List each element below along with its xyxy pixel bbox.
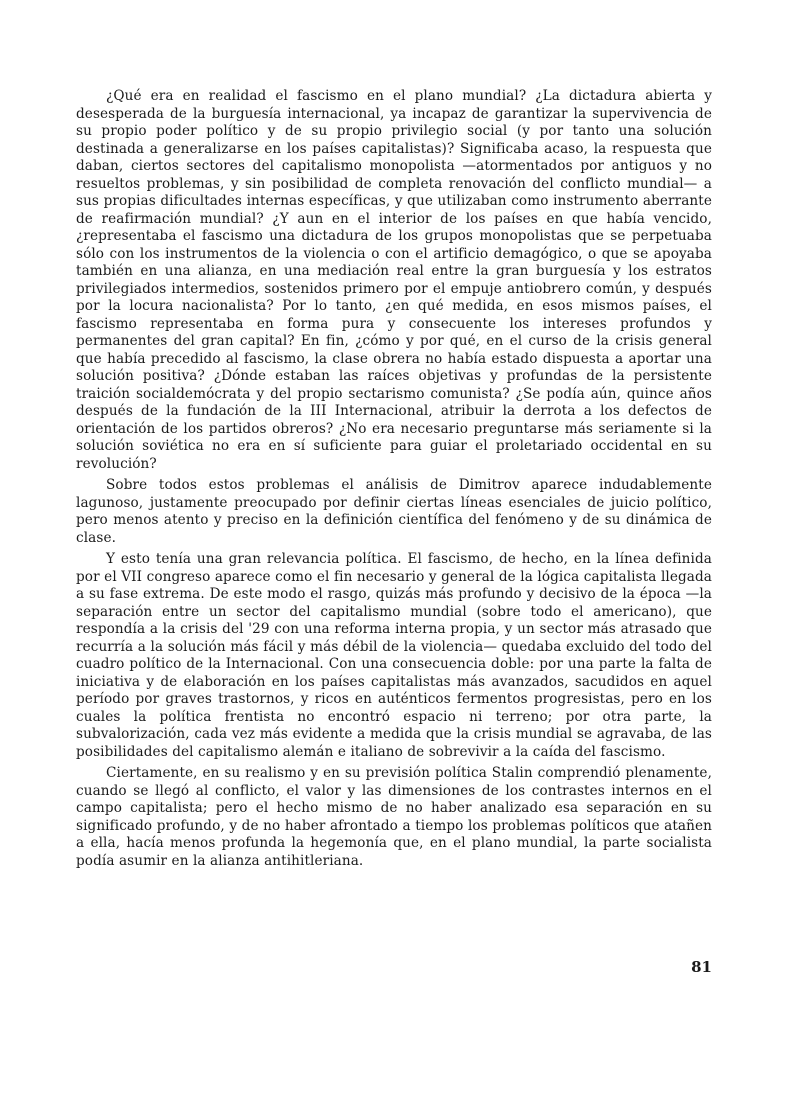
- paragraph-4: Ciertamente, en su realismo y en su previsión política Stalin comprendió plenamente, cuando se llegó al conflicto, el valor y las dimensiones de los contrastes internos en el campo capitalista; pero el hecho mismo de no haber analizado esa separación en su significado profundo, y de no haber afrontado a tiempo los problemas políticos que atañen a ella, hacía menos profunda la hegemonía que, en el plano mundial, la parte socialista podía asumir en la alianza antihitleriana.: [76, 765, 712, 869]
- paragraph-3: Y esto tenía una gran relevancia política. El fascismo, de hecho, en la línea definida por el VII congreso aparece como el fin necesario y general de la lógica capitalista llegada a su fase extrema. De este modo el rasgo, quizás más profundo y decisivo de la época —la separación entre un sector del capitalismo mundial (sobre todo el americano), que respondía a la crisis del '29 con una reforma interna propia, y un sector más atrasado que recurría a la solución más fácil y más débil de la violencia— quedaba excluido del todo del cuadro político de la Internacional. Con una consecuencia doble: por una parte la falta de iniciativa y de elaboración en los países capitalistas más avanzados, sacudidos en aquel período por graves trastornos, y ricos en auténticos fermentos progresistas, pero en los cuales la política frentista no encontró espacio ni terreno; por otra parte, la subvalorización, cada vez más evidente a medida que la crisis mundial se agravaba, de las posibilidades del capitalismo alemán e italiano de sobrevivir a la caída del fascismo.: [76, 551, 712, 760]
- paragraph-2: Sobre todos estos problemas el análisis de Dimitrov aparece indudablemente lagunoso, justamente preocupado por definir ciertas líneas esenciales de juicio político, pero menos atento y preciso en la definición científica del fenómeno y de su dinámica de clase.: [76, 477, 712, 546]
- body-text: [76, 88, 712, 870]
- paragraph-1: ¿Qué era en realidad el fascismo en el plano mundial? ¿La dictadura abierta y desesperada de la burguesía internacional, ya incapaz de garantizar la supervivencia de su propio poder político y de su propio privilegio social (y por tanto una solución destinada a generalizarse en los países capitalistas)? Significaba acaso, la respuesta que daban, ciertos sectores del capitalismo monopolista —atormentados por antiguos y no resueltos problemas, y sin posibilidad de completa renovación del conflicto mundial— a sus propias dificultades internas específicas, y que utilizaban como instrumento aberrante de reafirmación mundial? ¿Y aun en el interior de los países en que había vencido, ¿representaba el fascismo una dictadura de los grupos monopolistas que se perpetuaba sólo con los instrumentos de la violencia o con el artificio demagógico, o que se apoyaba también en una alianza, en una mediación real entre la gran burguesía y los estratos privilegiados intermedios, sostenidos primero por el empuje antiobrero común, y después por la locura nacionalista? Por lo tanto, ¿en qué medida, en esos mismos países, el fascismo representaba en forma pura y consecuente los intereses profundos y permanentes del gran capital? En fin, ¿cómo y por qué, en el curso de la crisis general que había precedido al fascismo, la clase obrera no había estado dispuesta a aportar una solución positiva? ¿Dónde estaban las raíces objetivas y profundas de la persistente traición socialdemócrata y del propio sectarismo comunista? ¿Se podía aún, quince años después de la fundación de la III Internacional, atribuir la derrota a los defectos de orientación de los partidos obreros? ¿No era necesario preguntarse más seriamente si la solución soviética no era en sí suficiente para guiar el proletariado occidental en su revolución?: [76, 88, 712, 472]
- page-number: 81: [691, 958, 712, 976]
